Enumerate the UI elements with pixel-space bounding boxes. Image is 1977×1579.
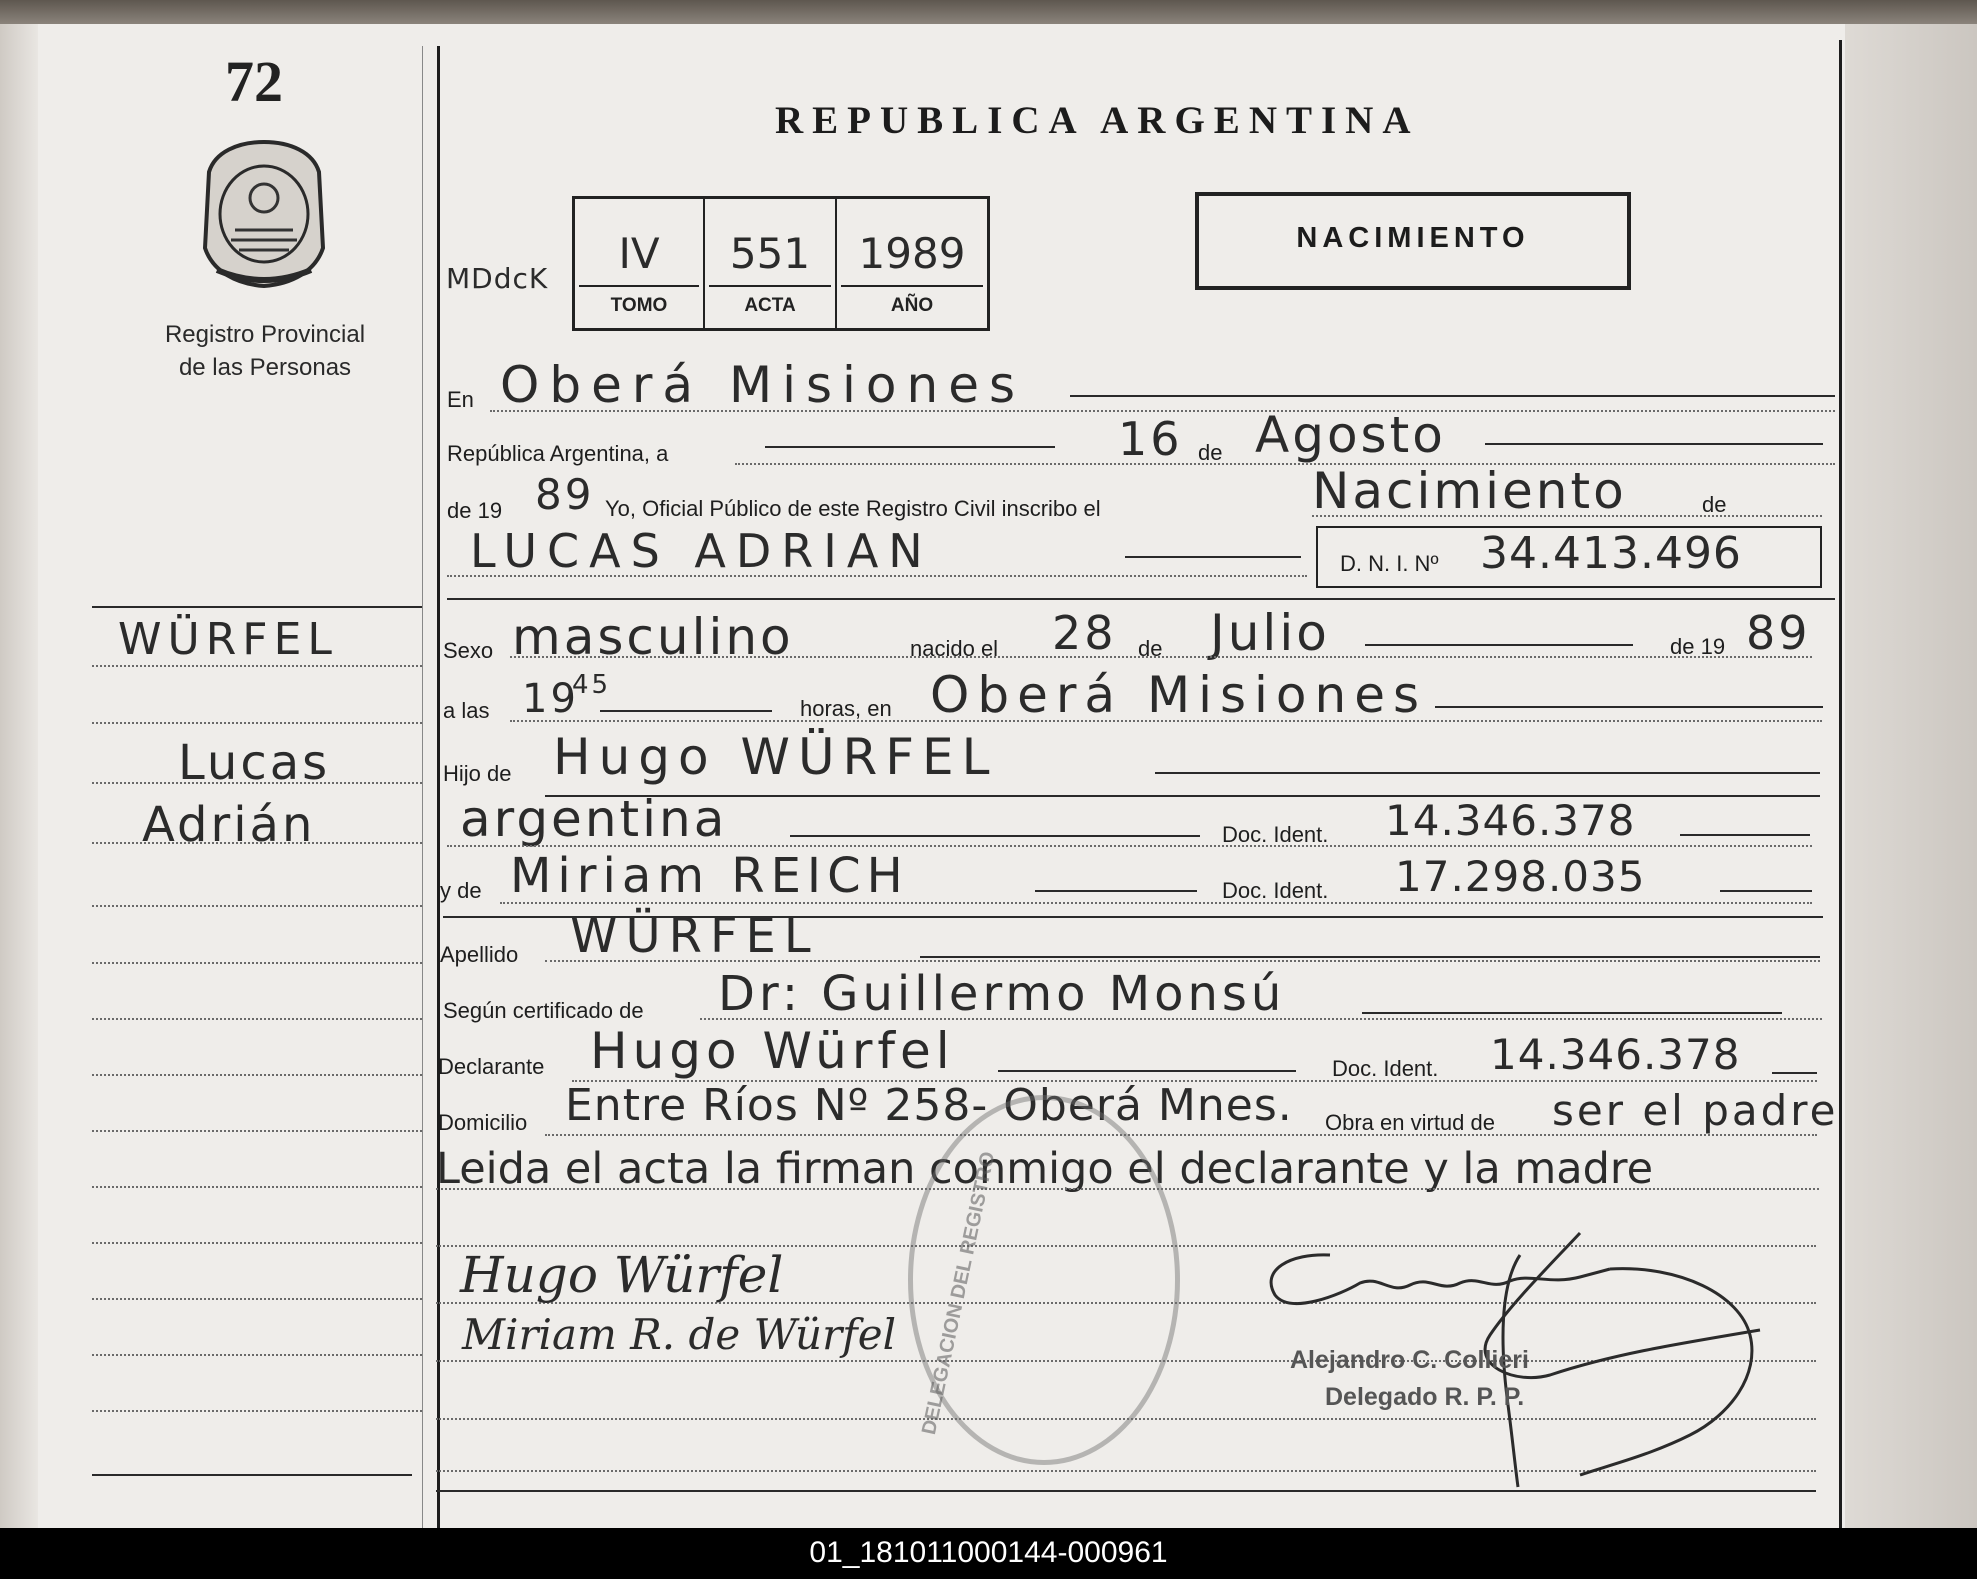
- declarant-doc: 14.346.378: [1490, 1030, 1741, 1079]
- label-en: En: [447, 387, 474, 412]
- birth-minute: 45: [572, 670, 612, 700]
- day-value: 16: [1118, 412, 1183, 466]
- margin-dotted-line: [92, 905, 422, 907]
- label-segun: Según certificado de: [443, 998, 644, 1023]
- anio-cell: [837, 199, 987, 328]
- label-sexo: Sexo: [443, 638, 494, 663]
- stamp-lettering: DELEGACION DEL REGISTRO: [918, 1149, 1000, 1437]
- inscribe-value: Nacimiento: [1312, 462, 1627, 520]
- binder-edge-right: [1845, 24, 1977, 1528]
- line-10-rule: [920, 956, 1820, 958]
- line-12-rule: [998, 1070, 1296, 1072]
- line-11-dots: [700, 1018, 1822, 1020]
- certifier: Dr: Guillermo Monsú: [718, 966, 1286, 1022]
- cell-rule: [841, 285, 983, 287]
- father-doc: 14.346.378: [1385, 796, 1636, 845]
- cell-rule: [709, 285, 831, 287]
- margin-dotted-line: [92, 1242, 422, 1244]
- surname-value: WÜRFEL: [570, 908, 819, 964]
- sex-value: masculino: [512, 608, 794, 666]
- official-title: Delegado R. P. P.: [1325, 1383, 1525, 1411]
- margin-dotted-line: [92, 1410, 422, 1412]
- anio-value: 1989: [858, 229, 966, 278]
- sheet-number: 72: [225, 49, 283, 114]
- anio-label: AÑO: [890, 295, 934, 316]
- margin-dotted-line: [92, 722, 422, 724]
- margin-dotted-line: [92, 962, 422, 964]
- image-code: 01_181011000144-000961: [809, 1536, 1168, 1569]
- line-4-dots: [447, 575, 1307, 577]
- place-value: Oberá Misiones: [500, 356, 1026, 414]
- margin-divider-inner: [422, 46, 423, 1528]
- birth-day: 28: [1052, 606, 1117, 660]
- signature-father: Hugo Würfel: [460, 1246, 784, 1304]
- margin-surname: WÜRFEL: [118, 614, 338, 665]
- margin-rule-top: [92, 606, 422, 608]
- line-9-rule-end: [1720, 890, 1812, 892]
- line-9-dots: [500, 902, 1812, 904]
- label-de19: de 19: [447, 498, 503, 523]
- margin-divider: [437, 46, 440, 1528]
- line-11-rule: [1362, 1012, 1782, 1014]
- label-doc-declarant: Doc. Ident.: [1332, 1056, 1439, 1081]
- footer-bar: [0, 1528, 1977, 1579]
- record-box: [572, 196, 990, 331]
- tomo-cell: [575, 199, 705, 328]
- margin-dotted-line: [92, 1298, 422, 1300]
- nationality: argentina: [460, 790, 728, 848]
- acta-value: 551: [729, 229, 811, 278]
- binder-edge-left: [0, 24, 38, 1528]
- right-border: [1839, 40, 1842, 1528]
- office-code: MDdcK: [446, 262, 549, 295]
- margin-dotted-line: [92, 1018, 422, 1020]
- margin-rule-bottom: [92, 1474, 412, 1476]
- line-2-rule-end: [1485, 443, 1823, 445]
- label-apellido: Apellido: [440, 942, 519, 967]
- line-8-rule: [790, 835, 1200, 837]
- margin-dotted-line: [92, 1130, 422, 1132]
- line-9-rule: [1035, 890, 1197, 892]
- act-type: NACIMIENTO: [1296, 222, 1530, 254]
- label-horas: horas, en: [800, 696, 892, 721]
- margin-dotted-line: [92, 665, 422, 667]
- binder-edge-top: [0, 0, 1977, 24]
- margin-dotted-line: [92, 1074, 422, 1076]
- cell-rule: [579, 285, 699, 287]
- line-8-rule-end: [1680, 834, 1810, 836]
- line-6-rule-end: [1435, 706, 1823, 708]
- line-10-dots: [545, 960, 1820, 962]
- line-13-dots: [545, 1134, 1817, 1136]
- father-name: Hugo WÜRFEL: [553, 728, 998, 786]
- mother-doc: 17.298.035: [1395, 852, 1646, 901]
- reason-value: ser el padre: [1552, 1086, 1839, 1135]
- label-domicilio: Domicilio: [438, 1110, 528, 1135]
- document-title: REPUBLICA ARGENTINA: [775, 99, 1420, 142]
- birth-year: 89: [1746, 606, 1811, 660]
- margin-given-name-2: Adrián: [142, 797, 316, 853]
- label-dni: D. N. I. Nº: [1340, 551, 1439, 576]
- province-seal-icon: [195, 138, 333, 288]
- official-name: Alejandro C. Collieri: [1290, 1346, 1529, 1374]
- dni-value: 34.413.496: [1480, 528, 1742, 579]
- label-yde: y de: [440, 878, 482, 903]
- label-doc-father: Doc. Ident.: [1222, 822, 1329, 847]
- label-declarante: Declarante: [438, 1054, 545, 1079]
- line-7-rule: [1155, 772, 1820, 774]
- line-2-rule: [765, 446, 1055, 448]
- mother-name: Miriam REICH: [510, 848, 909, 904]
- label-doc-mother: Doc. Ident.: [1222, 878, 1329, 903]
- margin-dotted-line: [92, 842, 422, 844]
- label-de-end: de: [1702, 492, 1727, 517]
- tomo-value: IV: [618, 229, 660, 278]
- line-4-rule: [1125, 556, 1301, 558]
- birth-hour: 19: [522, 676, 579, 722]
- label-hijo: Hijo de: [443, 761, 512, 786]
- birth-month: Julio: [1210, 604, 1330, 662]
- child-name: LUCAS ADRIAN: [470, 524, 933, 578]
- margin-dotted-line: [92, 1186, 422, 1188]
- tomo-label: TOMO: [610, 295, 668, 316]
- label-obra: Obra en virtud de: [1325, 1110, 1495, 1135]
- margin-given-name-1: Lucas: [178, 735, 331, 791]
- label-de-dia: de: [1198, 440, 1223, 465]
- line-8-dots: [447, 845, 1812, 847]
- registry-stamp: [908, 1095, 1180, 1465]
- label-alas: a las: [443, 698, 490, 723]
- signature-mother: Miriam R. de Würfel: [462, 1310, 897, 1359]
- line-4-long-rule: [447, 598, 1835, 600]
- label-republica: República Argentina, a: [447, 441, 669, 466]
- closing-statement: Leida el acta la firman conmigo el declarante y la madre: [436, 1144, 1654, 1194]
- acta-label: ACTA: [744, 295, 796, 316]
- margin-dotted-line: [92, 1354, 422, 1356]
- registry-name-line2: de las Personas: [178, 354, 352, 381]
- margin-dotted-line: [92, 782, 422, 784]
- label-de-nac: de: [1138, 636, 1163, 661]
- line-12-rule-end: [1772, 1072, 1817, 1074]
- birth-place: Oberá Misiones: [930, 666, 1428, 724]
- registry-name-line1: Registro Provincial: [164, 321, 366, 348]
- line-6-dots: [510, 720, 1822, 722]
- line-1-rule: [1070, 395, 1835, 397]
- address-value: Entre Ríos Nº 258- Oberá Mnes.: [565, 1080, 1293, 1131]
- month-value: Agosto: [1255, 406, 1446, 464]
- year-value: 89: [535, 470, 595, 519]
- line-3-dots: [1312, 515, 1822, 517]
- line-5-rule: [1365, 644, 1633, 646]
- registry-name: [140, 318, 390, 384]
- label-de19-nac: de 19: [1670, 634, 1726, 659]
- label-nacido: nacido el: [910, 636, 999, 661]
- line-5-dots: [510, 656, 1812, 658]
- line-6-rule: [600, 710, 772, 712]
- declarant-name: Hugo Würfel: [590, 1022, 955, 1080]
- acta-cell: [705, 199, 837, 328]
- label-inscribo: Yo, Oficial Público de este Registro Civil inscribo el: [605, 496, 1101, 521]
- act-type-box: [1195, 192, 1631, 290]
